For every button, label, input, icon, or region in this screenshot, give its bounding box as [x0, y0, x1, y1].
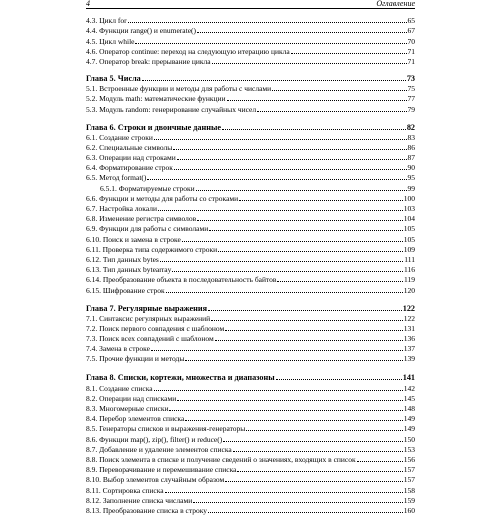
- toc-entry: [86, 35, 415, 45]
- dot-leader: [142, 80, 406, 81]
- toc-entry-label: Глава 8. Списки, кортежи, множества и диапазоны: [86, 373, 275, 383]
- dot-leader: [182, 241, 403, 242]
- toc-entry-label: 6.6. Функции и методы для работы со строками: [86, 193, 239, 203]
- dot-leader: [357, 461, 403, 462]
- dot-leader: [208, 310, 402, 311]
- toc-entry-label: 8.5. Генераторы списков и выражения-генераторы: [86, 424, 246, 434]
- dot-leader: [166, 292, 403, 293]
- toc-entry-page: 159: [403, 495, 415, 505]
- toc-entry: [86, 172, 415, 182]
- dot-leader: [212, 63, 407, 64]
- dot-leader: [128, 22, 407, 23]
- toc-entry-page: 139: [403, 354, 415, 364]
- toc-entry-label: 6.10. Поиск и замена в строке: [86, 234, 181, 244]
- toc-entry-page: 67: [407, 26, 415, 36]
- toc-entry: [86, 484, 415, 494]
- toc-entry-label: 4.6. Оператор continue: переход на следующую итерацию цикла: [86, 46, 290, 56]
- dot-leader: [174, 169, 407, 170]
- dot-leader: [277, 281, 403, 282]
- toc-entry-page: 82: [406, 122, 415, 132]
- toc-entry: [86, 382, 415, 392]
- dot-leader: [135, 43, 406, 44]
- toc-entry-label: 8.8. Поиск элемента в списке и получение сведений о значениях, входящих в список: [86, 454, 356, 464]
- toc-entry-label: 6.9. Функции для работы с символами: [86, 224, 209, 234]
- toc-entry: [86, 244, 415, 254]
- dot-leader: [225, 481, 403, 482]
- toc-entry-label: 8.13. Преобразование списка в строку: [86, 505, 208, 515]
- toc-entry-label: 6.12. Тип данных bytes: [86, 254, 159, 264]
- dot-leader: [172, 271, 403, 272]
- dot-leader: [177, 400, 403, 401]
- toc-entry-label: 8.12. Заполнение списка числами: [86, 495, 193, 505]
- toc-entry: [86, 313, 415, 323]
- toc-entry-label: 4.3. Цикл for: [86, 16, 127, 26]
- toc-entry-page: 77: [407, 94, 415, 104]
- toc-entry-label: Глава 5. Числа: [86, 73, 141, 83]
- toc-entry: [86, 203, 415, 213]
- dot-leader: [218, 251, 403, 252]
- toc-entry-label: Глава 6. Строки и двоичные данные: [86, 122, 221, 132]
- toc-entry: [86, 323, 415, 333]
- toc-entry: [86, 233, 415, 243]
- toc-entry-page: 157: [403, 475, 415, 485]
- toc-entry-label: 6.8. Изменение регистра символов: [86, 214, 197, 224]
- dot-leader: [225, 330, 402, 331]
- toc-entry: [86, 505, 415, 515]
- dot-leader: [257, 111, 406, 112]
- dot-leader: [239, 200, 403, 201]
- toc-entry-label: 5.2. Модуль math: математические функции: [86, 94, 226, 104]
- toc-entry: [86, 103, 415, 113]
- toc-entry-label: 6.3. Операции над строками: [86, 153, 176, 163]
- toc-entry: [86, 46, 415, 56]
- toc-entry-label: 6.5.1. Форматируемые строки: [100, 183, 195, 193]
- toc-entry-label: 8.2. Операции над списками: [86, 393, 177, 403]
- toc-entry-label: 8.11. Сортировка списка: [86, 485, 164, 495]
- toc-entry-label: 6.15. Шифрование строк: [86, 285, 165, 295]
- toc-entry-page: 71: [407, 56, 415, 66]
- dot-leader: [197, 220, 403, 221]
- toc-entry-label: 5.3. Модуль random: генерирование случайных чисел: [86, 104, 257, 114]
- toc-entry-label: Глава 7. Регулярные выражения: [86, 303, 208, 313]
- toc-entry-page: 150: [403, 434, 415, 444]
- toc-entry: [86, 343, 415, 353]
- dot-leader: [151, 350, 403, 351]
- toc-entry-label: 8.7. Добавление и удаление элементов списка: [86, 444, 232, 454]
- toc-entry-page: 111: [404, 254, 415, 264]
- toc-entry-label: 8.6. Функции map(), zip(), filter() и reduce(): [86, 434, 223, 444]
- toc-chapter-heading: [86, 121, 415, 132]
- toc-entry-label: 6.1. Создание строки: [86, 132, 153, 142]
- toc-entry-page: 116: [404, 265, 415, 275]
- dot-leader: [223, 441, 402, 442]
- toc-entry-page: 71: [407, 46, 415, 56]
- toc-entry-label: 8.1. Создание списка: [86, 383, 153, 393]
- dot-leader: [233, 451, 403, 452]
- toc-entry-page: 73: [406, 73, 415, 83]
- dot-leader: [291, 53, 407, 54]
- running-title: Оглавление: [376, 0, 415, 8]
- toc-entry: [86, 152, 415, 162]
- toc-entry-page: 158: [403, 485, 415, 495]
- dot-leader: [154, 390, 403, 391]
- toc-entry-label: 6.11. Проверка типа содержимого строки: [86, 244, 218, 254]
- toc-entry-label: 8.9. Переворачивание и перемешивание списка: [86, 465, 237, 475]
- dot-leader: [158, 210, 403, 211]
- dot-leader: [246, 430, 402, 431]
- toc-entry: [86, 274, 415, 284]
- dot-leader: [211, 320, 403, 321]
- page-number: 4: [86, 0, 90, 8]
- dot-leader: [177, 159, 407, 160]
- dot-leader: [196, 190, 407, 191]
- toc-entry: [86, 213, 415, 223]
- page-header: [86, 0, 415, 9]
- dot-leader: [185, 420, 402, 421]
- toc-entry-page: 90: [407, 163, 415, 173]
- toc-entry-page: 157: [403, 465, 415, 475]
- toc-entry: [86, 284, 415, 294]
- toc-entry: [86, 403, 415, 413]
- dot-leader: [276, 379, 402, 380]
- toc-entry: [86, 393, 415, 403]
- toc-entry: [86, 254, 415, 264]
- toc-entry: [86, 433, 415, 443]
- toc-entry-page: 70: [407, 36, 415, 46]
- toc-entry-page: 75: [407, 84, 415, 94]
- toc-subentry: [86, 182, 415, 192]
- toc-entry: [86, 25, 415, 35]
- dot-leader: [227, 100, 407, 101]
- toc-entry-label: 8.3. Многомерные списки: [86, 404, 169, 413]
- toc-entry: [86, 413, 415, 423]
- toc-entry-page: 65: [407, 16, 415, 26]
- toc-entry: [86, 464, 415, 474]
- toc-entry: [86, 423, 415, 433]
- dot-leader: [208, 512, 403, 513]
- toc-entry-page: 137: [403, 344, 415, 354]
- toc-entry: [86, 333, 415, 343]
- dot-leader: [272, 90, 406, 91]
- dot-leader: [215, 340, 403, 341]
- toc-entry-page: 149: [403, 414, 415, 424]
- toc-entry-label: 6.13. Тип данных bytearray: [86, 265, 172, 275]
- dot-leader: [147, 179, 406, 180]
- toc-entry-page: 156: [403, 454, 415, 464]
- toc-entry-label: 8.10. Выбор элементов случайным образом: [86, 475, 225, 485]
- dot-leader: [160, 261, 403, 262]
- dot-leader: [185, 360, 402, 361]
- toc-entry-page: 120: [403, 285, 415, 295]
- dot-leader: [165, 492, 403, 493]
- toc-entry-label: 4.5. Цикл while: [86, 36, 135, 46]
- dot-leader: [237, 471, 402, 472]
- toc-chapter-heading: [86, 72, 415, 83]
- toc-entry-page: 86: [407, 142, 415, 152]
- toc-entry-page: 122: [402, 303, 415, 313]
- toc-entry-page: 141: [402, 373, 415, 383]
- toc-entry-page: 99: [407, 183, 415, 193]
- toc-entry-page: 104: [403, 214, 415, 224]
- dot-leader: [173, 149, 406, 150]
- toc-entry-label: 4.4. Функции range() и enumerate(): [86, 26, 197, 36]
- toc-entry-page: 122: [403, 313, 415, 323]
- toc-entry-page: 103: [403, 204, 415, 213]
- toc-entry-label: 7.2. Поиск первого совпадения с шаблоном: [86, 323, 225, 333]
- toc-entry-label: 6.14. Преобразование объекта в последовательность байтов: [86, 275, 277, 285]
- toc-entry-page: 87: [407, 153, 415, 163]
- toc-entry-label: 7.5. Прочие функции и методы: [86, 354, 185, 364]
- toc-entry-page: 148: [403, 404, 415, 413]
- toc-entry-page: 149: [403, 424, 415, 434]
- toc-entry: [86, 83, 415, 93]
- toc-entry: [86, 264, 415, 274]
- toc-entry-page: 145: [403, 393, 415, 403]
- toc-entry-page: 105: [403, 224, 415, 234]
- toc-entry: [86, 193, 415, 203]
- toc-entry: [86, 444, 415, 454]
- toc-entry: [86, 223, 415, 233]
- toc-entry-page: 105: [403, 234, 415, 244]
- toc-entry-label: 7.1. Синтаксис регулярных выражений: [86, 313, 211, 323]
- toc-entry-page: 109: [403, 244, 415, 254]
- toc-entry-label: 8.4. Перебор элементов списка: [86, 414, 185, 424]
- toc-entry-page: 153: [403, 444, 415, 454]
- toc-entry-label: 6.5. Метод format(): [86, 173, 147, 183]
- toc-entry-label: 5.1. Встроенные функции и методы для работы с числами: [86, 84, 272, 94]
- toc-entry: [86, 93, 415, 103]
- table-of-contents: [86, 15, 415, 515]
- toc-entry: [86, 162, 415, 172]
- dot-leader: [209, 230, 402, 231]
- toc-entry-page: 119: [404, 275, 415, 285]
- toc-entry-page: 160: [403, 505, 415, 515]
- toc-entry-page: 95: [407, 173, 415, 183]
- toc-entry-page: 136: [403, 334, 415, 344]
- toc-entry-page: 131: [403, 323, 415, 333]
- dot-leader: [154, 139, 407, 140]
- toc-entry-page: 100: [403, 193, 415, 203]
- toc-entry-label: 6.4. Форматирование строк: [86, 163, 173, 173]
- toc-entry: [86, 15, 415, 25]
- toc-entry-page: 79: [407, 104, 415, 114]
- toc-entry: [86, 56, 415, 66]
- toc-entry: [86, 142, 415, 152]
- toc-entry-label: 6.7. Настройка локали: [86, 204, 157, 213]
- dot-leader: [222, 129, 406, 130]
- toc-chapter-heading: [86, 302, 415, 313]
- toc-entry-page: 83: [407, 132, 415, 142]
- toc-entry-label: 4.7. Оператор break: прерывание цикла: [86, 56, 211, 66]
- dot-leader: [197, 32, 406, 33]
- toc-entry-label: 7.4. Замена в строке: [86, 344, 150, 354]
- toc-chapter-heading: [86, 371, 415, 382]
- toc-entry-label: 6.2. Специальные символы: [86, 142, 173, 152]
- toc-entry: [86, 454, 415, 464]
- toc-entry-page: 142: [403, 383, 415, 393]
- toc-entry: [86, 132, 415, 142]
- toc-entry: [86, 353, 415, 363]
- toc-entry-label: 7.3. Поиск всех совпадений с шаблоном: [86, 334, 214, 344]
- toc-entry: [86, 474, 415, 484]
- dot-leader: [169, 410, 402, 411]
- dot-leader: [193, 502, 403, 503]
